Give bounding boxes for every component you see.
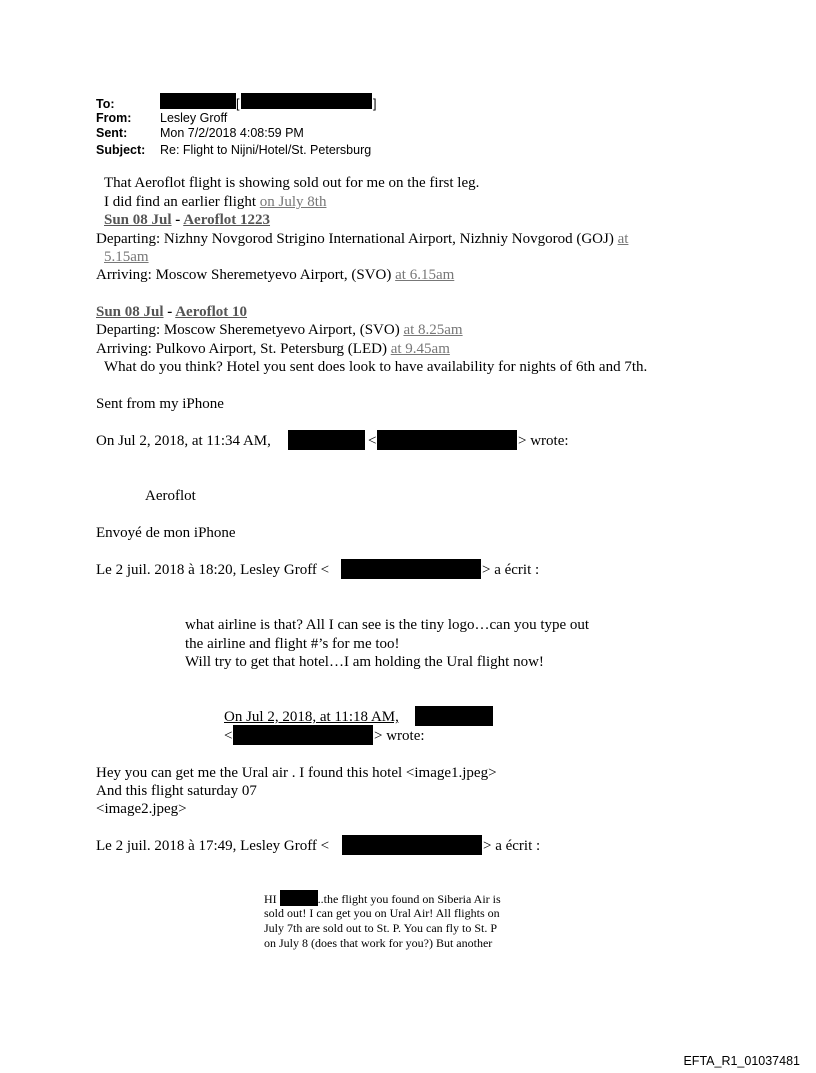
flight1-arriving-time-link[interactable]: at 6.15am: [395, 267, 455, 283]
inner-line-2: the airline and flight #’s for me too!: [185, 636, 400, 652]
sent-from-iphone: Sent from my iPhone: [96, 396, 224, 412]
subject-label: Subject:: [96, 143, 146, 157]
redaction-bar: [341, 559, 481, 579]
quote2-suffix: > a écrit :: [482, 562, 540, 578]
flight1-arriving: Arriving: Moscow Sheremetyevo Airport, (SVO) at 6.15am: [96, 267, 455, 283]
body-line-sold-out: That Aeroflot flight is showing sold out for me on the first leg.: [104, 175, 480, 191]
small-line-3: July 7th are sold out to St. P. You can fly to St. P: [264, 921, 498, 935]
bates-number: EFTA_R1_01037481: [683, 1054, 800, 1068]
quote4-suffix: > a écrit :: [483, 838, 541, 854]
to-bracket-close: ]: [373, 97, 377, 111]
flight2-departing-time-link[interactable]: at 8.25am: [403, 322, 463, 338]
quote1-prefix: On Jul 2, 2018, at 11:34 AM,: [96, 433, 271, 449]
sent-label: Sent:: [96, 126, 128, 140]
body-line-earlier-flight: I did find an earlier flight on July 8th: [104, 194, 327, 210]
flight1-departing-time-link-cont[interactable]: 5.15am: [104, 249, 149, 265]
redaction-bar: [280, 890, 318, 906]
quote3-suffix: > wrote:: [374, 728, 425, 744]
aeroflot-text: Aeroflot: [145, 488, 196, 504]
subject-value: Re: Flight to Nijni/Hotel/St. Petersburg: [160, 143, 372, 157]
hey-line-2: And this flight saturday 07: [96, 783, 257, 799]
inner-line-1: what airline is that? All I can see is the tiny logo…can you type out: [185, 617, 590, 633]
quote1-suffix: > wrote:: [518, 433, 569, 449]
quote2-prefix: Le 2 juil. 2018 à 18:20, Lesley Groff <: [96, 562, 330, 578]
redaction-bar: [160, 93, 236, 109]
flight1-number-link[interactable]: Aeroflot 1223: [183, 212, 271, 228]
inner-line-3: Will try to get that hotel…I am holding the Ural flight now!: [185, 654, 544, 670]
flight1-date-link[interactable]: Sun 08 Jul: [104, 212, 172, 228]
redaction-bar: [233, 725, 373, 745]
hey-line-3: <image2.jpeg>: [96, 801, 187, 817]
to-label: To:: [96, 97, 115, 111]
flight2-departing: Departing: Moscow Sheremetyevo Airport, (SVO) at 8.25am: [96, 322, 463, 338]
flight2-date-link[interactable]: Sun 08 Jul: [96, 304, 164, 320]
small-line-2: sold out! I can get you on Ural Air! All flights on: [264, 906, 500, 920]
flight2-heading: Sun 08 Jul - Aeroflot 10: [96, 304, 248, 320]
hey-line-1: Hey you can get me the Ural air . I found this hotel <image1.jpeg>: [96, 765, 497, 781]
link-july-8th[interactable]: on July 8th: [259, 194, 327, 210]
flight2-arriving: Arriving: Pulkovo Airport, St. Petersburg (LED) at 9.45am: [96, 341, 450, 357]
quote3-lt: <: [224, 728, 233, 744]
quote3-line1: On Jul 2, 2018, at 11:18 AM,: [224, 709, 399, 725]
body-line-what-do-you-think: What do you think? Hotel you sent does look to have availability for nights of 6th and 7th.: [104, 359, 648, 375]
sent-value: Mon 7/2/2018 4:08:59 PM: [160, 126, 304, 140]
small-line-4: on July 8 (does that work for you?) But another: [264, 936, 493, 950]
to-bracket-open: [: [236, 97, 240, 111]
redaction-bar: [342, 835, 482, 855]
quote4-prefix: Le 2 juil. 2018 à 17:49, Lesley Groff <: [96, 838, 330, 854]
redaction-bar: [241, 93, 372, 109]
quote1-lt: <: [368, 433, 377, 449]
redaction-bar: [415, 706, 493, 726]
flight1-heading: Sun 08 Jul - Aeroflot 1223: [104, 212, 271, 228]
from-value: Lesley Groff: [160, 111, 228, 125]
flight1-departing-time-cont: [104, 248, 149, 266]
redaction-bar: [288, 430, 365, 450]
flight2-arriving-time-link[interactable]: at 9.45am: [390, 341, 450, 357]
flight1-departing: Departing: Nizhny Novgorod Strigino International Airport, Nizhniy Novgorod (GOJ) at: [96, 231, 629, 247]
redaction-bar: [377, 430, 517, 450]
small-line-1: HI ..the flight you found on Siberia Air is: [264, 892, 501, 906]
envoye-de-mon-iphone: Envoyé de mon iPhone: [96, 525, 236, 541]
flight2-number-link[interactable]: Aeroflot 10: [175, 304, 248, 320]
flight1-departing-time-link[interactable]: at: [617, 231, 629, 247]
from-label: From:: [96, 111, 132, 125]
